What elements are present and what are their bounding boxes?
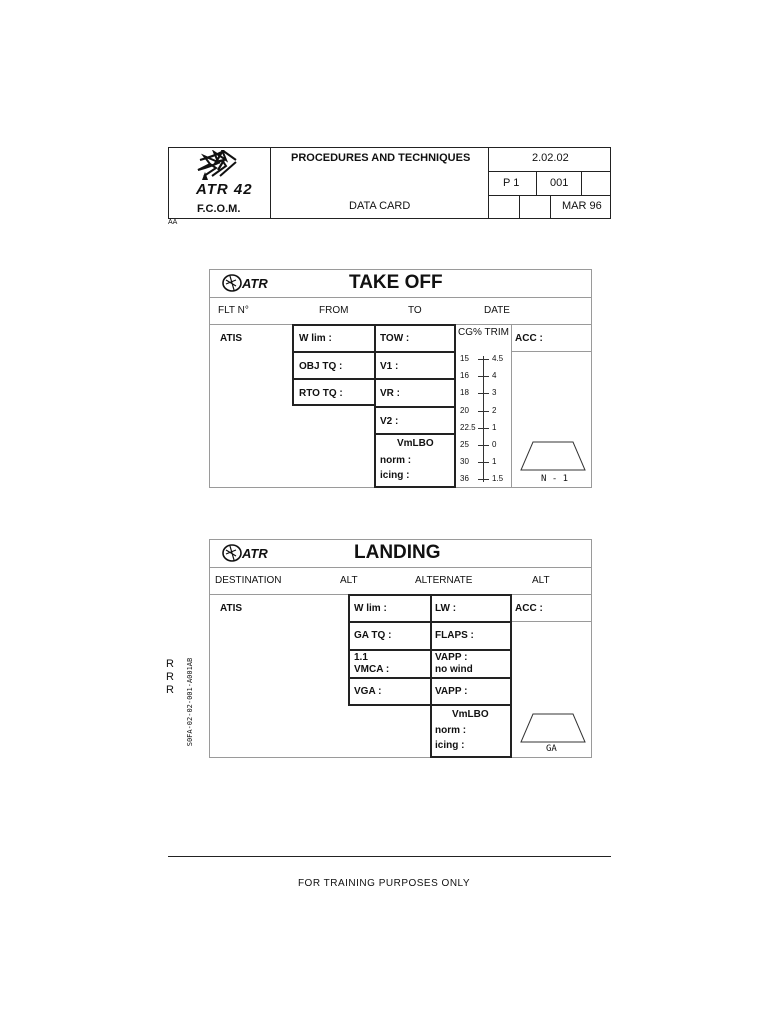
flaps-label: FLAPS : (435, 630, 474, 641)
alternate-label: ALTERNATE (415, 575, 473, 586)
date-label: DATE (484, 305, 510, 316)
revision-mark: R (166, 658, 174, 670)
takeoff-weight-label: TOW : (380, 333, 410, 344)
header-logo-text: ATR 42 (196, 181, 253, 198)
section-number: 2.02.02 (532, 152, 569, 164)
footer-text: FOR TRAINING PURPOSES ONLY (297, 878, 471, 889)
engine-out-diagram (519, 440, 587, 472)
divider (292, 378, 376, 380)
divider (430, 621, 512, 623)
header-divider (270, 147, 271, 219)
v1-label: V1 : (380, 361, 399, 372)
go-around-diagram (519, 712, 587, 744)
header-divider (536, 171, 537, 195)
go-around-torque-label: GA TQ : (354, 630, 392, 641)
alt-label: ALT (532, 575, 550, 586)
divider (348, 677, 432, 679)
to-label: TO (408, 305, 422, 316)
divider (348, 621, 432, 623)
divider (348, 649, 432, 651)
vapp-no-wind-label: VAPP : (435, 652, 468, 663)
cg-percent-value: 18 (460, 388, 469, 398)
diagram-label: N - 1 (541, 474, 569, 484)
vapp-label: VAPP : (435, 686, 468, 697)
header-divider (488, 147, 489, 219)
revision-mark: R (166, 684, 174, 696)
cg-percent-value: 16 (460, 371, 469, 381)
manual-name: F.C.O.M. (197, 203, 241, 215)
cg-percent-value: 15 (460, 354, 469, 363)
acc-label: ACC : (515, 603, 543, 614)
flight-number-label: FLT N° (218, 305, 249, 316)
divider (511, 324, 512, 488)
atis-label: ATIS (220, 333, 243, 344)
divider (511, 621, 592, 622)
cg-tick (478, 393, 489, 394)
header-divider (581, 171, 582, 195)
divider (209, 567, 592, 568)
from-label: FROM (319, 305, 349, 316)
trim-value: 1 (492, 457, 497, 467)
icing-label: icing : (435, 740, 465, 751)
divider (511, 351, 592, 352)
trim-value: 4.5 (492, 354, 504, 363)
landing-weight-label: LW : (435, 603, 457, 614)
small-code: AA (168, 219, 178, 226)
takeoff-title: TAKE OFF (349, 272, 443, 293)
cg-tick (478, 462, 489, 463)
divider (209, 297, 592, 298)
cg-percent-value: 22.5 (460, 422, 476, 432)
page-subtitle: DATA CARD (349, 200, 411, 212)
vmca-label: VMCA : (354, 664, 390, 675)
vmlbo-label: VmLBO (397, 438, 434, 449)
norm-label: norm : (380, 455, 412, 466)
objective-torque-label: OBJ TQ : (299, 361, 343, 372)
footer-rule (168, 856, 611, 857)
cg-tick (478, 376, 489, 377)
header-divider (488, 171, 611, 172)
acc-label: ACC : (515, 333, 543, 344)
vmca-factor-label: 1.1 (354, 652, 368, 663)
divider (292, 351, 376, 353)
trim-value: 1 (492, 422, 497, 432)
cg-trim-title: CG% TRIM (458, 327, 509, 338)
trim-value: 1.5 (492, 474, 504, 484)
divider (374, 406, 456, 408)
trim-value: 0 (492, 440, 497, 449)
norm-label: norm : (435, 725, 467, 736)
cg-percent-value: 25 (460, 440, 469, 449)
divider (430, 649, 512, 651)
atis-label: ATIS (220, 603, 243, 614)
alt-label: ALT (340, 575, 358, 586)
card-logo-text: ATR (242, 276, 268, 291)
revision-date: MAR 96 (562, 200, 602, 212)
trim-value: 4 (492, 371, 497, 381)
rto-torque-label: RTO TQ : (299, 388, 343, 399)
weight-limit-label: W lim : (299, 333, 332, 344)
trim-value: 3 (492, 388, 497, 398)
cg-tick (478, 445, 489, 446)
revision-mark: R (166, 671, 174, 683)
document-code: S0FA-02-02-001-A001AB (186, 657, 194, 747)
landing-title: LANDING (354, 542, 441, 563)
vmlbo-label: VmLBO (452, 709, 489, 720)
vga-label: VGA : (354, 686, 382, 697)
cg-tick (478, 359, 489, 360)
divider (430, 704, 512, 706)
page-number: P 1 (503, 177, 520, 189)
card-logo-text: ATR (242, 546, 268, 561)
divider (374, 351, 456, 353)
divider (430, 677, 512, 679)
trim-value: 2 (492, 405, 497, 415)
weight-limit-label: W lim : (354, 603, 387, 614)
icing-label: icing : (380, 470, 410, 481)
header-divider (519, 195, 520, 219)
no-wind-label: no wind (435, 664, 473, 675)
page-sequence: 001 (550, 177, 569, 189)
divider (374, 433, 456, 435)
divider (374, 378, 456, 380)
vr-label: VR : (380, 388, 400, 399)
destination-label: DESTINATION (215, 575, 282, 586)
cg-tick (478, 428, 489, 429)
cg-percent-value: 30 (460, 457, 469, 467)
cg-tick (478, 479, 489, 480)
header-divider (550, 195, 551, 219)
cg-percent-value: 20 (460, 405, 469, 415)
diagram-label: GA (546, 744, 557, 754)
atr-feather-icon (196, 150, 244, 180)
cg-percent-value: 36 (460, 474, 469, 484)
cg-tick (478, 411, 489, 412)
section-title: PROCEDURES AND TECHNIQUES (291, 152, 471, 164)
v2-label: V2 : (380, 416, 399, 427)
